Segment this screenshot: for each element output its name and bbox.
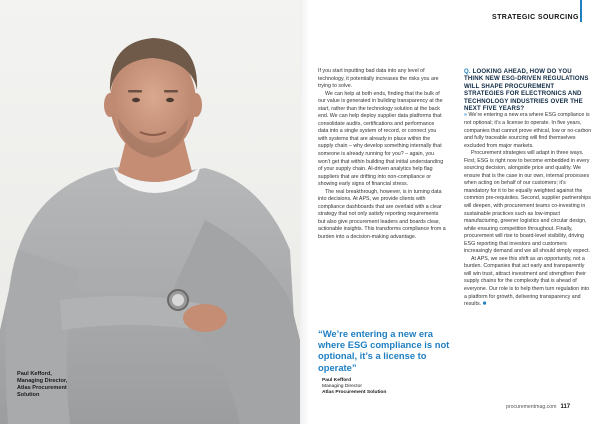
page-number: 117 bbox=[560, 404, 571, 410]
quote-org: Atlas Procurement Solution bbox=[322, 390, 387, 396]
answer-marker: » bbox=[464, 112, 467, 119]
page-gutter-shadow bbox=[300, 0, 310, 424]
quote-name: Paul Kefford bbox=[322, 378, 352, 383]
article-page bbox=[300, 0, 600, 424]
closing-text: At APS, we see this shift as an opportunity, not a burden. Companies that act early and transparently will win trust, attract investment and strengthen their supply chains for the complexity that is ahead of everyone. Our role is to help them turn regulation into a platform for growth, delivering transparency and results. bbox=[464, 255, 590, 308]
section-label: STRATEGIC SOURCING bbox=[492, 14, 579, 21]
paragraph: Procurement strategies will adapt in three ways. First, ESG is right now to become embedded in every sourcing decision, alongside price and quality. We ensure that is the case in our own, internal processes when acting on behalf of our customers; it’s mandatory for it to be equally weighted against the common pre-requisites. Second, supplier partnerships will deepen, with procurement teams co-investing in sustainable practices such as low-impact manufacturing, greener logistics and circular design, while ensuring competition throughout. Finally, procurement will rise to board-level visibility, driving ESG reporting that investors and customers increasingly demand and we all should simply expect. bbox=[464, 150, 591, 255]
quote-title: Managing Director bbox=[322, 384, 362, 390]
end-mark-icon: ■ bbox=[482, 301, 487, 308]
article-column-right bbox=[464, 68, 592, 309]
question-marker: Q. bbox=[464, 68, 471, 75]
caption-line: Managing Director, bbox=[17, 378, 68, 384]
paragraph: If you start inputting bad data into any level of technology, it potentially increases the risks you are trying to solve. bbox=[318, 68, 439, 90]
page-folio bbox=[506, 404, 570, 410]
interview-question bbox=[464, 68, 592, 112]
caption-line: Solution bbox=[17, 392, 40, 398]
paragraph bbox=[464, 256, 592, 309]
paragraph: The real breakthrough, however, is in turning data into decisions. At APS, we provide clients with compliance dashboards that are overlaid with a clear strategy that not only satisfy reporting requirements but also give procurement leaders and boards clear, actionable insights. This transforms compliance from a burden into a decision-making advantage. bbox=[318, 188, 446, 241]
caption-line: Paul Kefford, bbox=[17, 371, 52, 377]
pull-quote: “We’re entering a new era where ESG compliance is not optional, it’s a license to operate” bbox=[318, 328, 450, 373]
pull-quote-attribution bbox=[322, 378, 442, 397]
paragraph: We can help at both ends, finding that the bulk of our value is generated in building transparency at the start, rather than the technology solution at the back end. We can help deploy supplier data platforms that consolidate audits, certifications and performance data into a single system of record, or connect you with systems that are already in place within the supply chain – why develop something internally that someone is already running for you? – again, you won’t get that within building that initial understanding of your supply chain. AI-driven analytics help flag suppliers that are drifting into non-compliance or showing early signs of financial stress. bbox=[318, 90, 444, 188]
website-link[interactable]: procurementmag.com bbox=[506, 404, 557, 410]
article-column-left bbox=[318, 68, 446, 242]
photo-caption bbox=[17, 371, 127, 399]
answer-text: We’re entering a new era where ESG compliance is not optional; it’s a license to operate. In five years, companies that cannot prove ethical, low or no-carbon and fully traceable sourcing will find themselves excluded from major markets. bbox=[464, 112, 592, 149]
section-rule bbox=[580, 0, 582, 22]
question-text: LOOKING AHEAD, HOW DO YOU THINK NEW ESG-DRIVEN REGULATIONS WILL SHAPE PROCUREMENT STRATEGIES FOR ELECTRONICS AND TECHNOLOGY INDUSTRIES OVER THE NEXT FIVE YEARS? bbox=[464, 68, 589, 113]
caption-line: Atlas Procurement bbox=[17, 385, 67, 391]
paragraph bbox=[464, 112, 592, 150]
